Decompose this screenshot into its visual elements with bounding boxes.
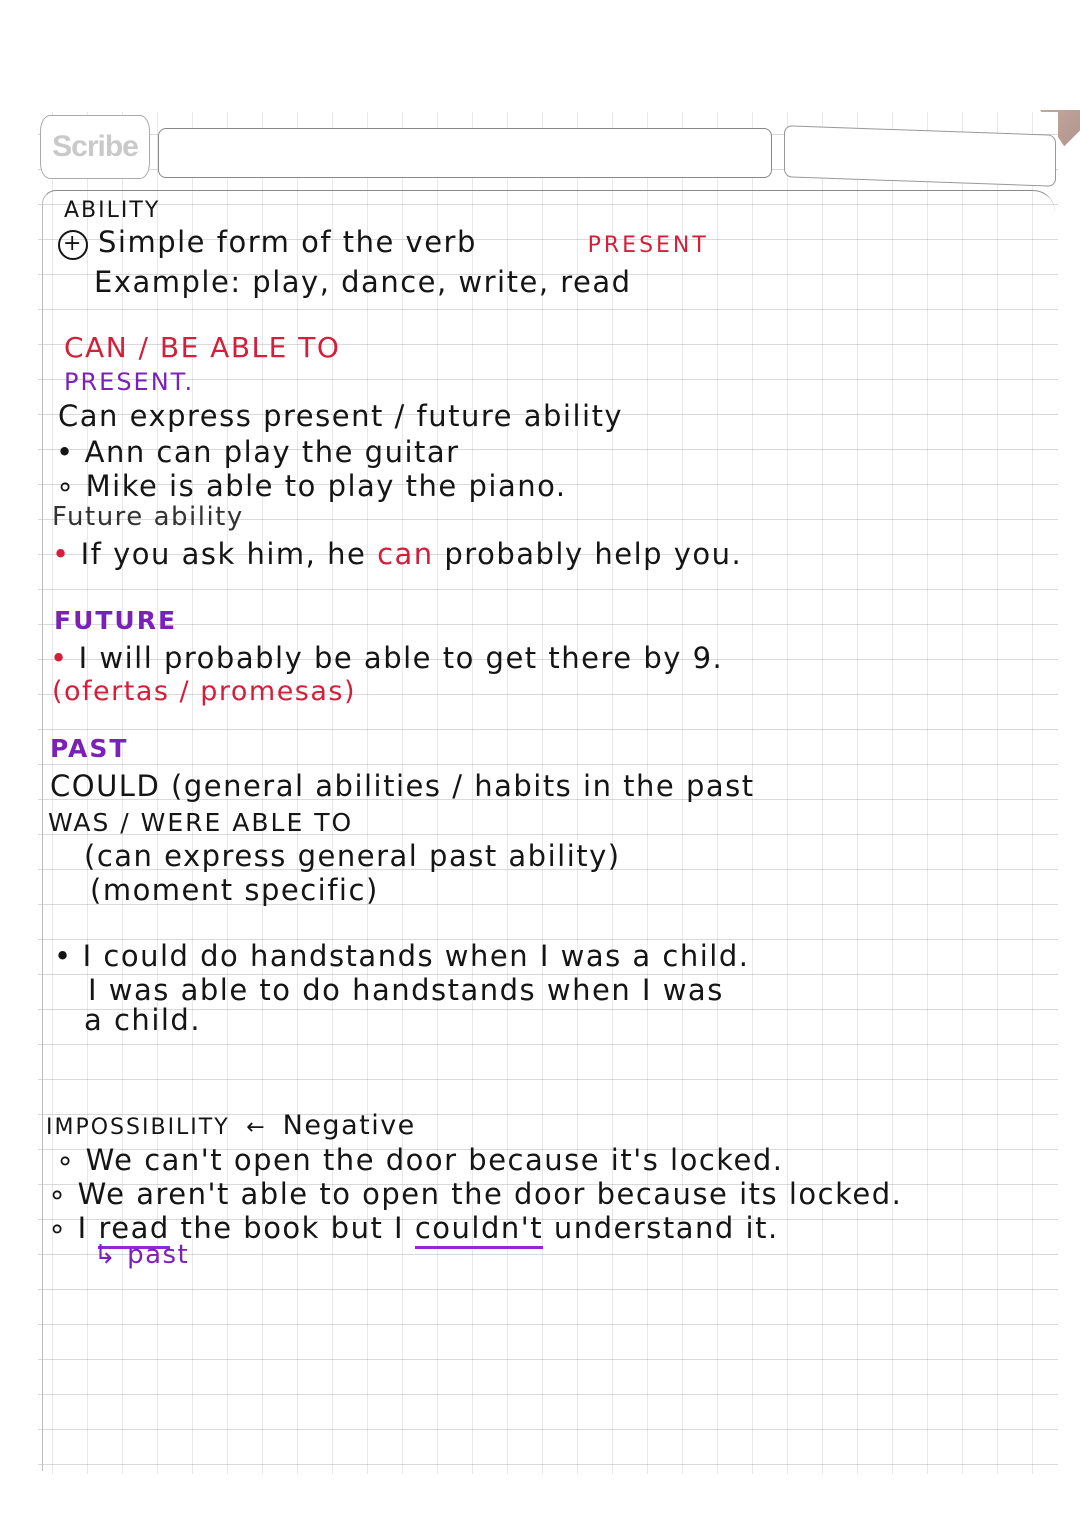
- example-text: We aren't able to open the door because its locked.: [77, 1177, 903, 1211]
- notebook-page: [38, 112, 1058, 1474]
- brand-logo: [40, 115, 150, 179]
- past-was-were: WAS / WERE ABLE TO: [48, 808, 354, 837]
- past-could: COULD (general abilities / habits in the past: [50, 769, 755, 803]
- bullet-icon: •: [54, 939, 73, 973]
- arrow-left-icon: ←: [246, 1115, 267, 1140]
- bullet-icon: ∘: [56, 469, 76, 503]
- past-note-1: (can express general past ability): [84, 839, 621, 873]
- example-text: Mike is able to play the piano.: [85, 469, 567, 503]
- heading-future: FUTURE: [54, 606, 178, 635]
- ability-rule-text: Simple form of the verb: [98, 225, 477, 259]
- present-example-2: [56, 469, 567, 503]
- heading-present: PRESENT.: [64, 368, 195, 396]
- example-text: I: [77, 1211, 88, 1245]
- page-header: [38, 112, 1058, 192]
- impossibility-example-1: [56, 1143, 784, 1177]
- plus-circle-icon: +: [58, 230, 88, 260]
- past-example-1: [54, 939, 750, 973]
- heading-can-be-able-to: CAN / BE ABLE TO: [64, 331, 341, 364]
- past-example-2: I was able to do handstands when I was: [88, 973, 724, 1007]
- title-field[interactable]: [158, 128, 772, 178]
- example-text: I could do handstands when I was a child.: [82, 939, 750, 973]
- arrow-curve-icon: ↳: [94, 1240, 118, 1270]
- ability-rule: [58, 225, 709, 260]
- example-text: probably help you.: [444, 537, 743, 571]
- bullet-icon: ∘: [48, 1211, 68, 1245]
- ability-example: Example: play, dance, write, read: [94, 265, 632, 299]
- date-field[interactable]: [784, 125, 1056, 186]
- impossibility-label: IMPOSSIBILITY: [46, 1115, 230, 1140]
- highlight-can: can: [377, 537, 434, 571]
- bullet-icon: ∘: [48, 1177, 68, 1211]
- present-example-1: [56, 435, 460, 469]
- past-note-2: (moment specific): [90, 873, 379, 907]
- bullet-icon: •: [50, 641, 69, 675]
- heading-ability: ABILITY: [64, 198, 161, 223]
- past-example-2-cont: a child.: [84, 1003, 202, 1037]
- past-note-text: past: [127, 1240, 190, 1270]
- example-text: If you ask him, he: [80, 537, 367, 571]
- future-example: [50, 641, 724, 675]
- example-text: I will probably be able to get there by 9.: [78, 641, 724, 675]
- present-description: Can express present / future ability: [58, 399, 624, 433]
- example-text: Ann can play the guitar: [84, 435, 460, 469]
- future-ability-label: Future ability: [52, 502, 244, 532]
- example-text: We can't open the door because it's locked.: [85, 1143, 784, 1177]
- bullet-icon: ∘: [56, 1143, 76, 1177]
- example-text: understand it.: [553, 1211, 779, 1245]
- future-note: (ofertas / promesas): [52, 676, 357, 707]
- underlined-couldnt: couldn't: [415, 1211, 543, 1249]
- bullet-icon: •: [52, 537, 71, 571]
- impossibility-example-2: [48, 1177, 903, 1211]
- underlined-read: read: [98, 1211, 169, 1249]
- negative-label: Negative: [282, 1110, 416, 1141]
- past-note: [94, 1242, 189, 1268]
- heading-impossibility: [46, 1112, 416, 1139]
- example-text: the book but I: [180, 1211, 405, 1245]
- future-ability-example: [52, 537, 743, 571]
- brand-name: Scribe: [52, 130, 138, 163]
- bullet-icon: •: [56, 435, 75, 469]
- tense-label-present: PRESENT: [587, 233, 709, 258]
- impossibility-example-3: [48, 1211, 779, 1245]
- heading-past: PAST: [50, 734, 129, 763]
